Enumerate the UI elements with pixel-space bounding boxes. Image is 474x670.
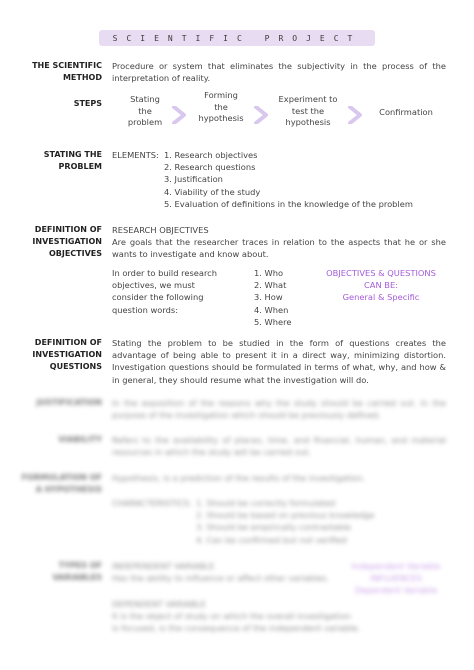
justification-label: JUSTIFICATION (36, 398, 102, 407)
list-item: 5. Where (254, 316, 292, 327)
list-item: 3. Should be empirically contrastable (196, 522, 351, 533)
list-item: 1. Research objectives (164, 150, 258, 160)
objectives-callout: OBJECTIVES & QUESTIONS CAN BE: General & Specific (326, 268, 436, 303)
questions-label: DEFINITION OF INVESTIGATION QUESTIONS (32, 338, 102, 371)
list-item: 4. Can be confirmed but not verified (196, 534, 347, 545)
method-label: THE SCIENTIFIC METHOD (32, 61, 102, 82)
step-stating-problem: Stating the problem (127, 94, 163, 127)
list-item: 2. What (254, 280, 287, 291)
independent-text: Has the ability to influence or affect other variables. (112, 573, 329, 583)
step-forming-hypothesis: Forming the hypothesis (198, 90, 244, 123)
steps-flow (112, 90, 452, 138)
list-item: 5. Evaluation of definitions in the knowledge of the problem (164, 198, 413, 209)
step-experiment: Experiment to test the hypothesis (278, 94, 338, 127)
question-words-list (254, 267, 324, 328)
characteristics-list (196, 497, 446, 546)
characteristics-label: CHARACTERISTICS: (112, 498, 192, 508)
variables-label: TYPES OF VARIABLES (52, 561, 102, 582)
elements-list (164, 149, 444, 210)
list-item: 4. Viability of the study (164, 186, 261, 197)
objectives-heading: RESEARCH OBJECTIVES (112, 225, 209, 235)
title-banner (99, 30, 375, 46)
list-item: 2. Should be based on previous knowledge (196, 510, 375, 521)
viability-label: VIABILITY (58, 435, 102, 444)
questions-text: Stating the problem to be studied in the form of questions creates the advantage of being able to present it in a direct way, minimizing distortion. Investigation questions should be formulated in terms of what, why, and how & in general, they should resume what the investigation will do. (112, 338, 446, 385)
dependent-text: It is the object of study on which the overall investigation is focused, is the consequence of the independent variable. (112, 611, 361, 634)
viability-text: Refers to the availability of places, time, and financial, human, and material resources in which the study will be carried out. (112, 435, 446, 458)
method-text: Procedure or system that eliminates the subjectivity in the process of the interpretation of reality. (112, 61, 446, 84)
dependent-title: DEPENDENT VARIABLE (112, 599, 206, 609)
step-confirmation: Confirmation (379, 107, 433, 117)
page-title: SCIENTIFIC PROJECT (112, 33, 362, 43)
justification-text: In the exposition of the reasons why the study should be carried out. In the purpose of the investigation which should be previously defined. (112, 398, 446, 421)
list-item: 2. Research questions (164, 162, 256, 173)
objectives-label: DEFINITION OF INVESTIGATION OBJECTIVES (32, 225, 102, 258)
steps-label: STEPS (73, 99, 102, 108)
chevron-right-icon (348, 106, 362, 124)
chevron-right-icon (254, 106, 268, 124)
independent-title: INDEPENDENT VARIABLE (112, 561, 215, 571)
objectives-text: Are goals that the researcher traces in relation to the aspects that he or she wants to investigate and know about. (112, 237, 446, 260)
problem-label: STATING THE PROBLEM (43, 150, 102, 171)
list-item: 3. How (254, 292, 283, 303)
elements-label: ELEMENTS: (112, 150, 159, 160)
build-objectives-text: In order to build research objectives, we must consider the following question words: (112, 268, 218, 315)
list-item: 3. Justification (164, 174, 223, 185)
list-item: 4. When (254, 304, 289, 315)
hypothesis-text: Hypothesis, is a prediction of the results of the investigation. (112, 473, 366, 483)
hypothesis-label: FORMULATION OF A HYPOTHESIS (21, 473, 102, 494)
list-item: 1. Who (254, 268, 284, 278)
variables-callout: Independent Variable INFLUENCES Dependent Variable (351, 561, 441, 596)
list-item: 1. Should be correctly formulated (196, 498, 336, 508)
